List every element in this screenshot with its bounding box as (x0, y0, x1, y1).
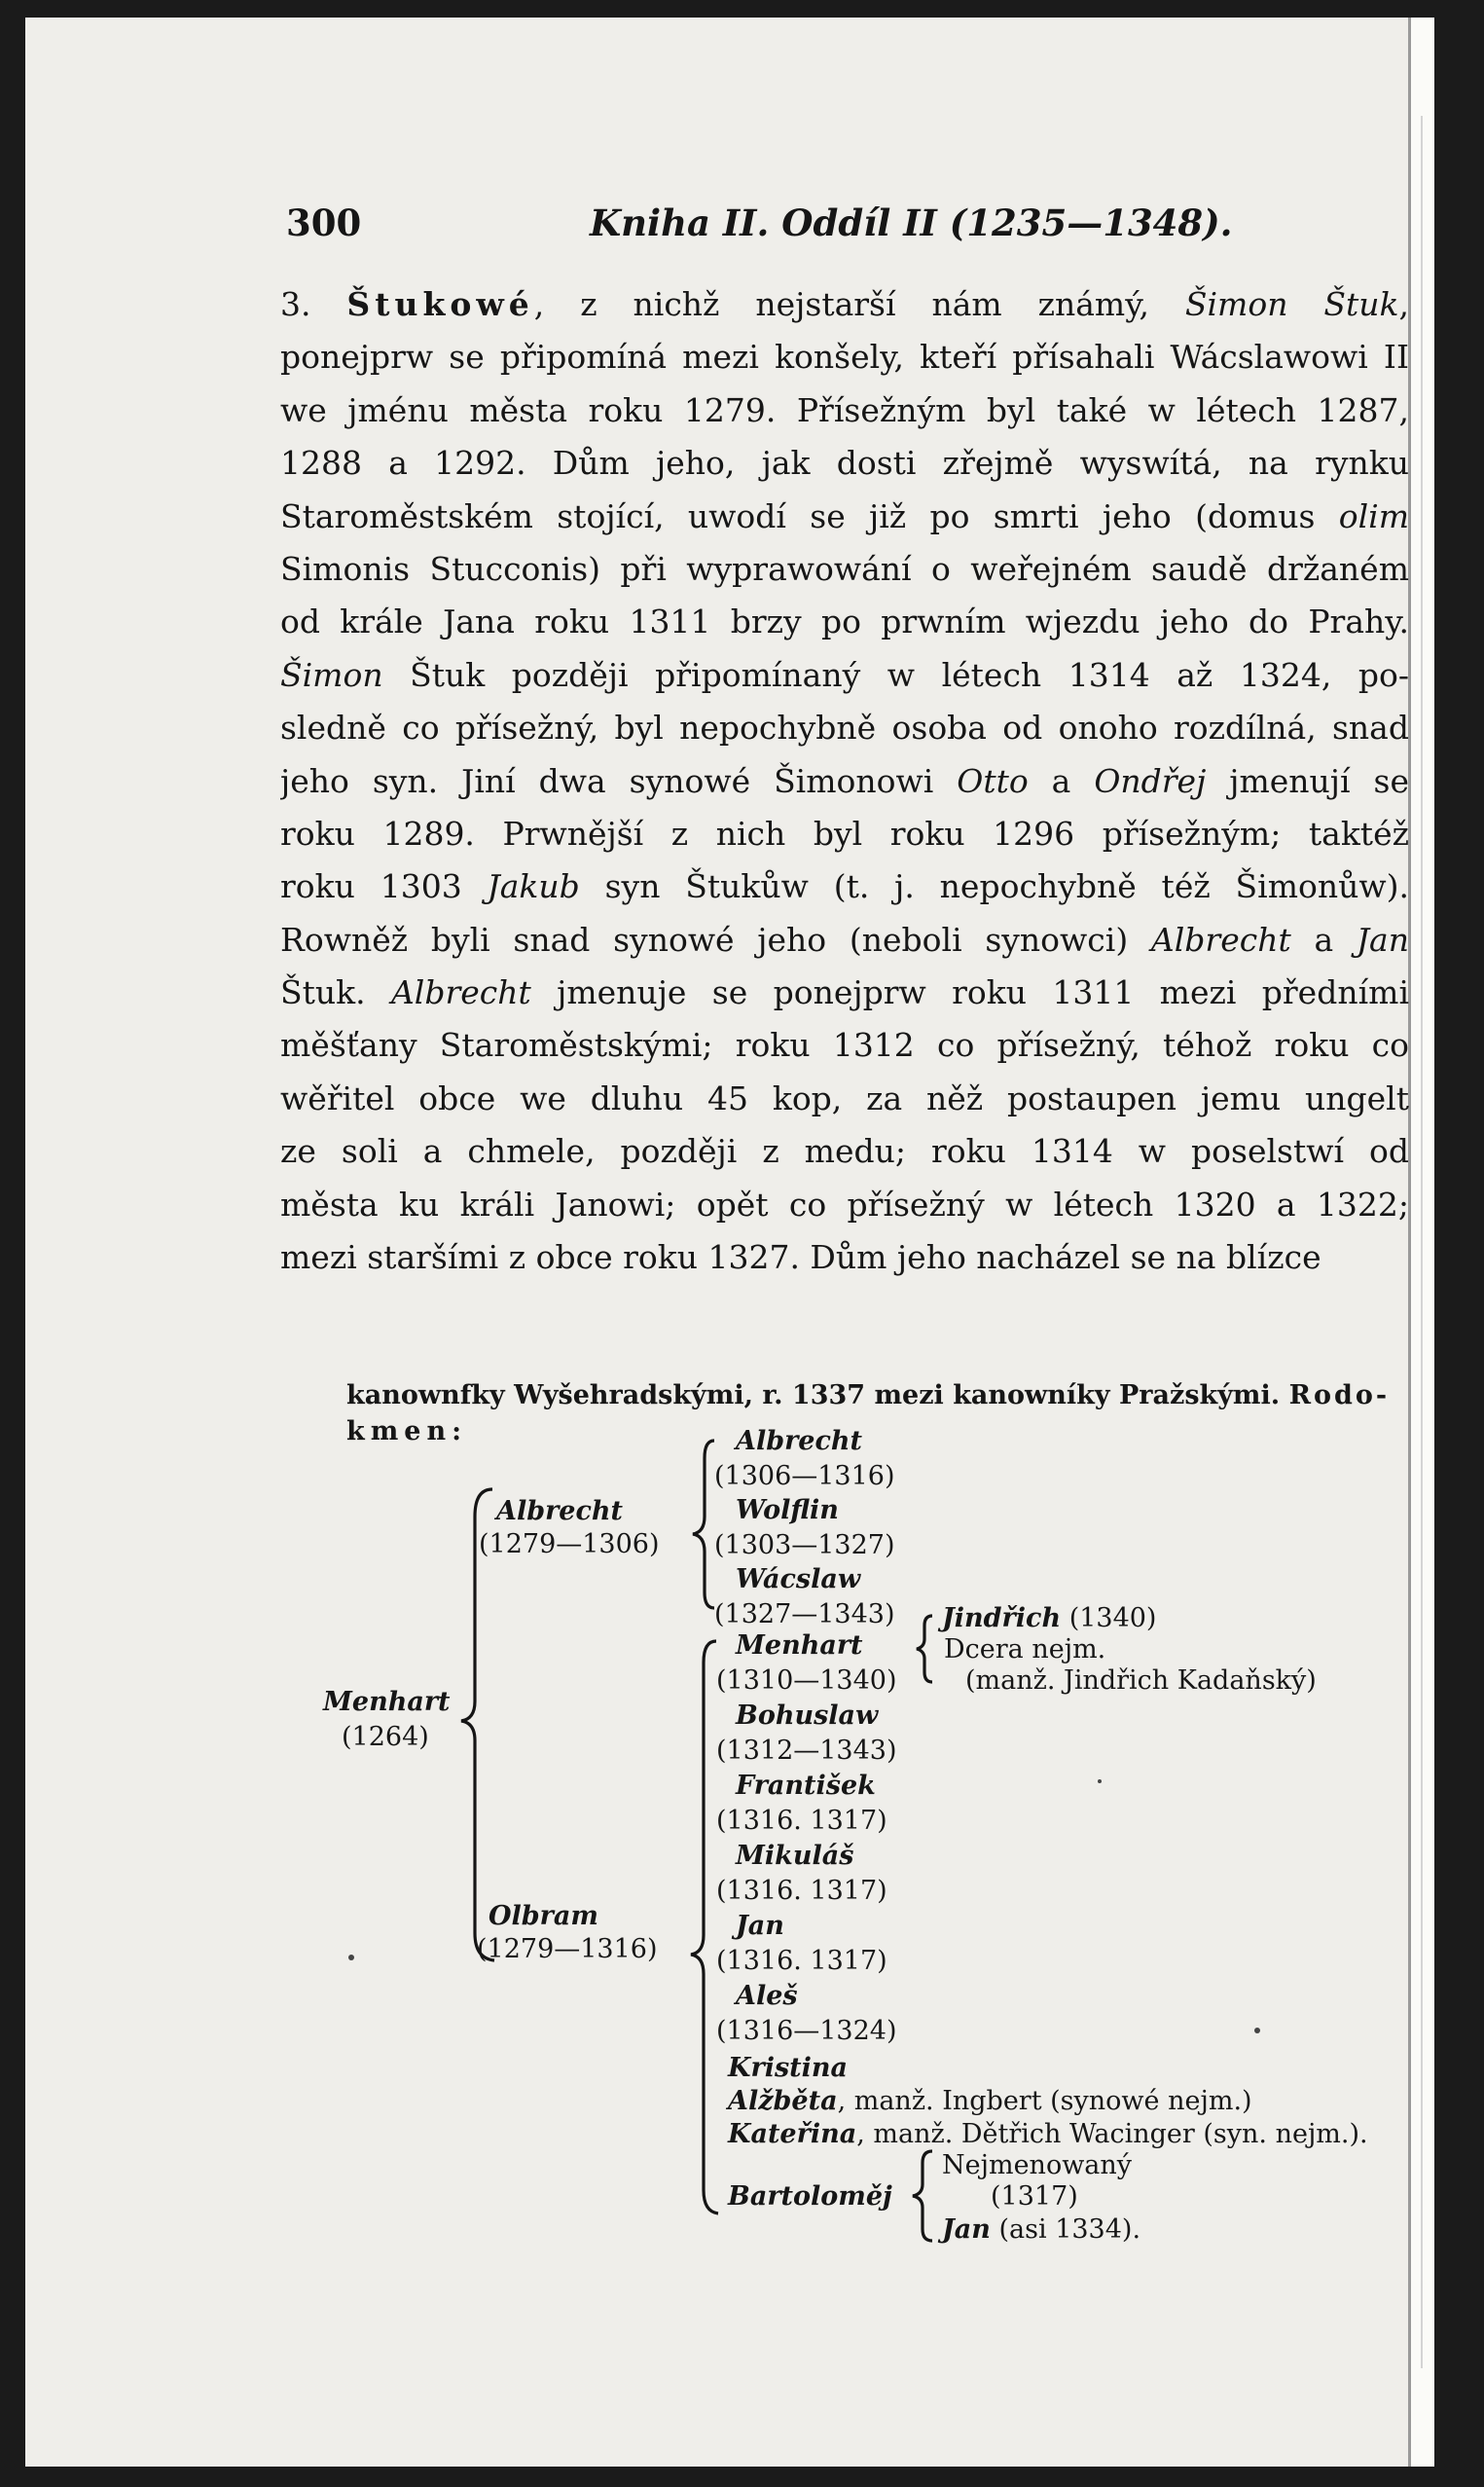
italic-name: Ondřej (1094, 761, 1207, 800)
text-run: 3. (280, 285, 347, 323)
daughter-entry: Dcera nejm. (944, 1634, 1106, 1664)
print-speck (1254, 2028, 1260, 2033)
italic-name: Šimon (280, 655, 383, 694)
bartolomej-name: Bartoloměj (728, 2181, 892, 2212)
child-dates: (1316. 1317) (716, 1806, 887, 1836)
text-run: ze soli a chmele, později z medu; roku 1314 w poselstwí od (280, 1132, 1409, 1171)
olbram-dates: (1279—1316) (477, 1934, 658, 1964)
genealogy-intro-rodokmen: Rodo- (1288, 1380, 1391, 1410)
child-dates: (1316—1324) (716, 2016, 897, 2046)
child-name: Wolflin (736, 1495, 839, 1525)
child-name: Jan (736, 1911, 784, 1941)
child-dates: (1312—1343) (716, 1736, 897, 1766)
italic-name: Albrecht (1150, 920, 1291, 959)
olbram-name: Olbram (489, 1901, 598, 1931)
genealogy-intro-text: kanownfky Wyšehradskými, r. 1337 mezi kanowníky Pražskými. (346, 1380, 1281, 1410)
bartolomej-child1: Nejmenowaný (942, 2150, 1133, 2180)
page-number: 300 (286, 201, 362, 244)
text-run: roku 1289. Prwnější z nich byl roku 1296 přísežným; taktéž (280, 814, 1409, 853)
child-name: Aleš (736, 1981, 798, 2011)
genealogy-intro-kmen: kmen: (346, 1416, 468, 1446)
child-name: Mikuláš (736, 1841, 854, 1871)
text-run: wěřitel obce we dluhu 45 kop, za něž postaupen jemu ungelt (280, 1079, 1409, 1117)
alzbeta-name: Alžběta (728, 2086, 838, 2116)
text-run: města ku králi Janowi; opět co přísežný w létech 1320 a 1322; (280, 1185, 1409, 1224)
text-run: Rowněž byli snad synowé jeho (neboli synowci) (280, 920, 1151, 959)
child-dates: (1316. 1317) (716, 1876, 887, 1906)
text-run: mezi staršími z obce roku 1327. Dům jeho nacházel se na blízce (280, 1238, 1321, 1277)
text-run: jmenují se (1206, 761, 1409, 800)
albrecht-bracket (693, 1441, 714, 1608)
katerina-entry (728, 2118, 1368, 2151)
daughter-spouse: (manž. Jindřich Kadaňský) (965, 1665, 1317, 1696)
text-run: we jménu města roku 1279. Přísežným byl také w létech 1287, (280, 390, 1409, 429)
child-dates: (1327—1343) (714, 1598, 895, 1629)
katerina-name: Kateřina (728, 2119, 857, 2149)
text-run: Simonis Stucconis) při wyprawowání o weřejném saudě držaném (280, 549, 1409, 588)
child-name: Albrecht (736, 1426, 863, 1456)
text-run: jmenuje se ponejprw roku 1311 mezi předními (530, 973, 1409, 1012)
jindrich-name: Jindřich (942, 1603, 1062, 1633)
bartolomej-child2 (942, 2213, 1140, 2247)
bartolomej-child1-dates: (1317) (991, 2181, 1078, 2212)
bartolomej-child2-dates: (asi 1334). (990, 2214, 1141, 2245)
text-run: jeho syn. Jiní dwa synowé Šimonowi (280, 761, 958, 800)
root-name: Menhart (323, 1687, 451, 1717)
child-name: Bohuslaw (736, 1701, 879, 1731)
text-run: 1288 a 1292. Dům jeho, jak dosti zřejmě wyswítá, na rynku (280, 444, 1409, 483)
text-run: Štuk později připomínaný w létech 1314 až 1324, po- (382, 655, 1409, 694)
text-run: sledně co přísežný, byl nepochybně osoba od onoho rozdílná, snad (280, 709, 1409, 748)
italic-name: olim (1338, 496, 1409, 535)
text-run: od krále Jana roku 1311 brzy po prwním wjezdu jeho do Prahy. (280, 603, 1409, 641)
menhart-bracket (917, 1616, 932, 1682)
child-dates: (1310—1340) (716, 1665, 897, 1696)
text-run: Staroměstském stojící, uwodí se již po smrti jeho (domus (280, 496, 1339, 535)
italic-name: Albrecht (390, 973, 531, 1012)
print-speck (1098, 1779, 1102, 1783)
spaced-family-name: Štukowé (346, 285, 534, 323)
italic-name: Jan (1356, 920, 1409, 959)
text-run: , (1398, 285, 1409, 323)
bartolomej-bracket (913, 2151, 932, 2241)
katerina-note: , manž. Dětřich Wacinger (syn. nejm.). (856, 2119, 1368, 2149)
italic-name: Otto (957, 761, 1029, 800)
text-run: roku 1303 (280, 867, 488, 906)
root-dates: (1264) (342, 1722, 429, 1752)
olbram-bracket (691, 1641, 718, 2213)
jindrich-entry (942, 1602, 1156, 1635)
book-page (25, 18, 1434, 2467)
italic-name: Šimon Štuk (1184, 285, 1399, 323)
text-run: ponejprw se připomíná mezi konšely, kteří přísahali Wácslawowi II (280, 338, 1409, 377)
alzbeta-entry (728, 2085, 1252, 2118)
albrecht-dates: (1279—1306) (479, 1529, 660, 1559)
jindrich-dates: (1340) (1068, 1603, 1157, 1633)
text-run: syn Štukůw (t. j. nepochybně též Šimonůw). (579, 867, 1409, 906)
albrecht-name: Albrecht (496, 1496, 624, 1526)
kristina-entry: Kristina (728, 2053, 849, 2083)
bartolomej-child2-name: Jan (942, 2214, 991, 2245)
text-run: měšťany Staroměstskými; roku 1312 co přísežný, téhož roku co (280, 1026, 1409, 1065)
print-speck (348, 1955, 354, 1960)
child-dates: (1316. 1317) (716, 1946, 887, 1976)
child-dates: (1306—1316) (714, 1460, 895, 1491)
text-run: a (1290, 920, 1357, 959)
child-dates: (1303—1327) (714, 1529, 895, 1560)
text-run: a (1028, 761, 1095, 800)
italic-name: Jakub (487, 867, 580, 906)
text-run: Štuk. (280, 973, 391, 1012)
child-name: Wácslaw (736, 1564, 861, 1594)
running-title: Kniha II. Oddíl II (1235—1348). (590, 201, 1233, 244)
child-name: Menhart (736, 1630, 863, 1661)
alzbeta-note: , manž. Ingbert (synowé nejm.) (837, 2086, 1252, 2116)
text-run: , z nichž nejstarší nám známý, (533, 285, 1185, 323)
child-name: František (736, 1771, 876, 1801)
